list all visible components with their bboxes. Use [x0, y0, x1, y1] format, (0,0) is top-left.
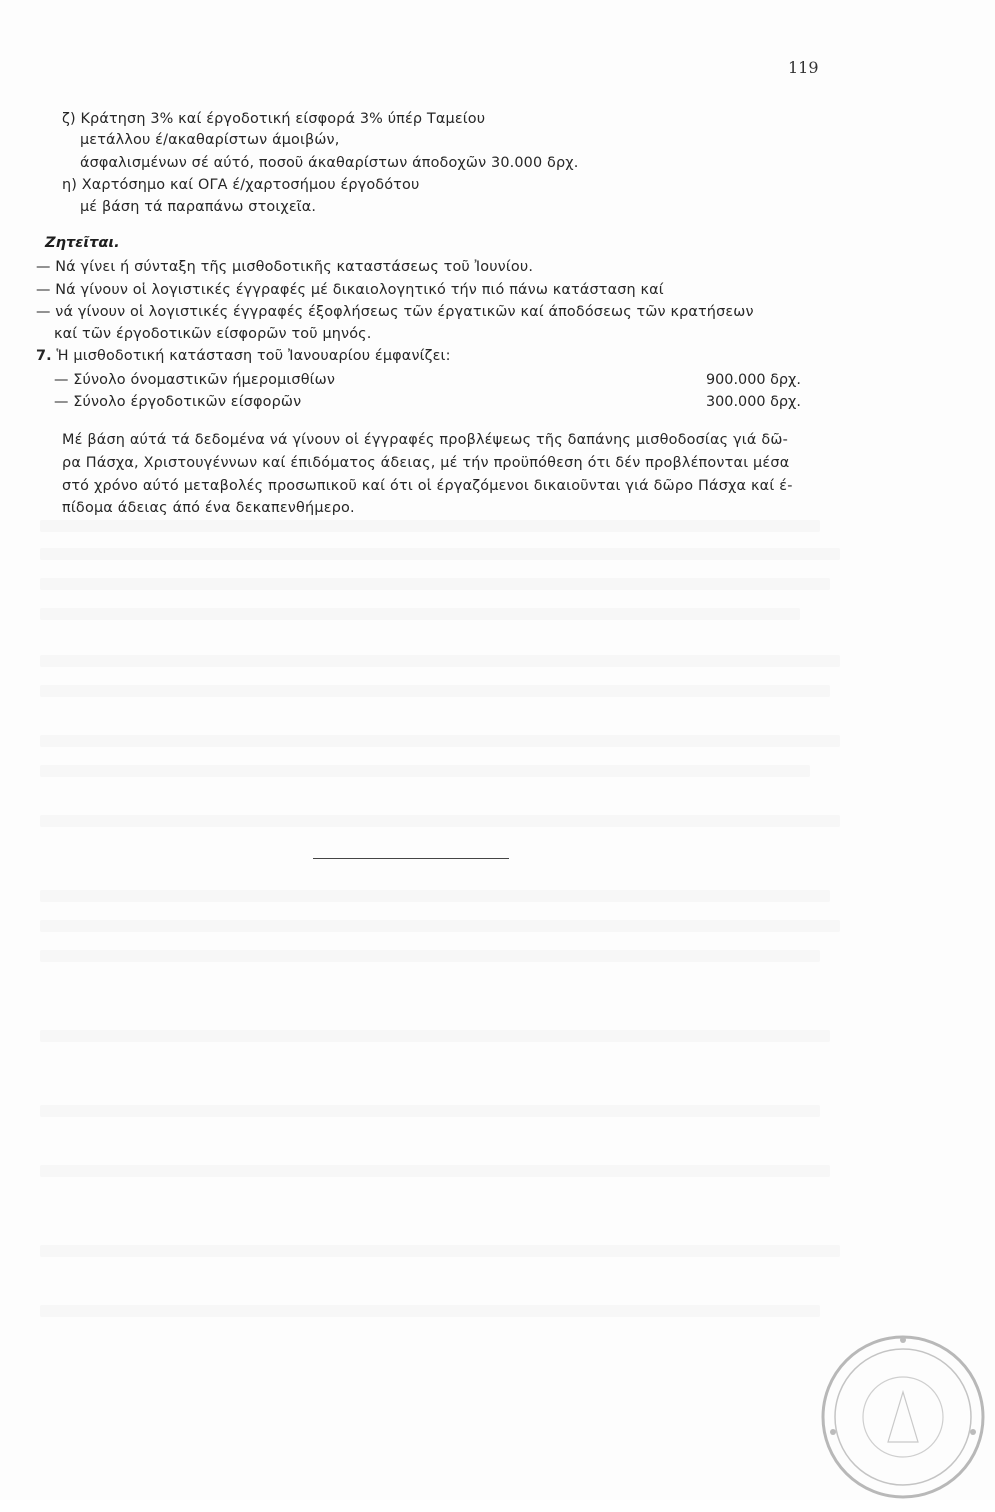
bleed-through-shadow: [40, 1305, 820, 1317]
required-task: καί τῶν έργοδοτικῶν είσφορῶν τοῦ μηνός.: [54, 326, 372, 342]
bleed-through-shadow: [40, 815, 840, 827]
exercise-row-amount: 300.000 δρχ.: [706, 394, 801, 410]
exercise-row-label: — Σύνολο όνομαστικῶν ήμερομισθίων: [54, 372, 336, 388]
paragraph-line: πίδομα άδειας άπό ένα δεκαπενθήμερο.: [62, 500, 355, 516]
bleed-through-shadow: [40, 920, 840, 932]
bleed-through-shadow: [40, 735, 840, 747]
bleed-through-shadow: [40, 1245, 840, 1257]
exercise-intro: [36, 347, 451, 365]
bleed-through-shadow: [40, 765, 810, 777]
required-task: — Νά γίνουν οἱ λογιστικές έγγραφές μέ δικαιολογητικό τήν πιό πάνω κατάσταση καί: [36, 282, 664, 298]
bleed-through-shadow: [40, 1165, 830, 1177]
bleed-through-shadow: [40, 685, 830, 697]
paragraph-line: Μέ βάση αύτά τά δεδομένα νά γίνουν οἱ έγγραφές προβλέψεως τῆς δαπάνης μισθοδοσίας γιά δῶ-: [62, 432, 788, 448]
paragraph-line: στό χρόνο αύτό μεταβολές προσωπικοῦ καί ότι οἱ έργαζόμενοι δικαιοῦνται γιά δῶρο Πάσχα καί έ-: [62, 478, 793, 494]
exercise-row-amount: 900.000 δρχ.: [706, 372, 801, 388]
item-z-line: άσφαλισμένων σέ αύτό, ποσοῦ άκαθαρίστων άποδοχῶν 30.000 δρχ.: [80, 155, 579, 171]
bleed-through-shadow: [40, 890, 830, 902]
required-heading: Ζητεῖται.: [45, 234, 120, 251]
bleed-through-shadow: [40, 548, 840, 560]
exercise-row-label: — Σύνολο έργοδοτικῶν είσφορῶν: [54, 394, 302, 410]
exercise-intro-text: Ἡ μισθοδοτική κατάσταση τοῦ Ἰανουαρίου έμφανίζει:: [56, 348, 451, 364]
bleed-through-shadow: [40, 655, 840, 667]
library-stamp: [808, 1322, 995, 1512]
bleed-through-shadow: [40, 1105, 820, 1117]
paragraph-line: ρα Πάσχα, Χριστουγέννων καί έπιδόματος άδειας, μέ τήν προϋπόθεση ότι δέν προβλέπονται μέσα: [62, 455, 790, 471]
bleed-through-shadow: [40, 950, 820, 962]
item-h-line: μέ βάση τά παραπάνω στοιχεῖα.: [80, 199, 317, 215]
bleed-through-shadow: [40, 520, 820, 532]
item-z-line: ζ) Κράτηση 3% καί έργοδοτική είσφορά 3% ύπέρ Ταμείου: [62, 111, 486, 127]
required-task: — νά γίνουν οἱ λογιστικές έγγραφές έξοφλήσεως τῶν έργατικῶν καί άποδόσεως τῶν κρατήσεων: [36, 304, 754, 320]
section-divider: [313, 858, 509, 859]
bleed-through-shadow: [40, 1030, 830, 1042]
required-task: — Νά γίνει ή σύνταξη τῆς μισθοδοτικῆς καταστάσεως τοῦ Ἰουνίου.: [36, 259, 534, 275]
exercise-number: 7.: [36, 348, 52, 364]
item-z-line: μετάλλου έ/ακαθαρίστων άμοιβών,: [80, 132, 340, 148]
bleed-through-shadow: [40, 578, 830, 590]
page-number: 119: [788, 58, 819, 77]
item-h-line: η) Χαρτόσημο καί ΟΓΑ έ/χαρτοσήμου έργοδότου: [62, 177, 420, 193]
bleed-through-shadow: [40, 608, 800, 620]
